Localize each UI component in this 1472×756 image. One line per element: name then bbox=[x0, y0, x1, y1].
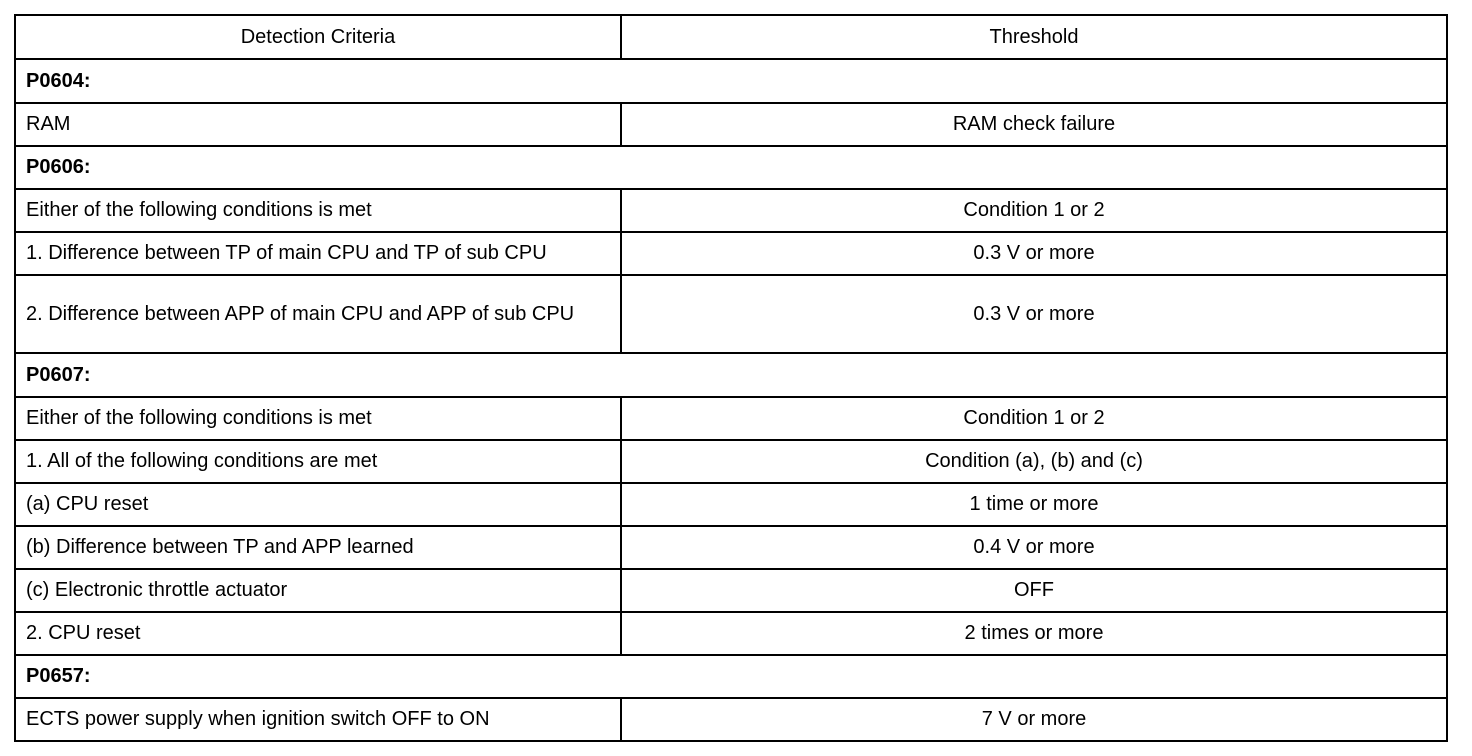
table-row bbox=[15, 483, 1447, 526]
criteria-cell: 2. CPU reset bbox=[15, 612, 621, 655]
criteria-cell: 1. Difference between TP of main CPU and TP of sub CPU bbox=[15, 232, 621, 275]
threshold-cell: Condition 1 or 2 bbox=[621, 189, 1447, 232]
section-header-row bbox=[15, 655, 1447, 698]
table-row bbox=[15, 232, 1447, 275]
criteria-cell: (c) Electronic throttle actuator bbox=[15, 569, 621, 612]
dtc-code-p0607: P0607: bbox=[15, 353, 1447, 397]
table-row bbox=[15, 612, 1447, 655]
criteria-cell: Either of the following conditions is met bbox=[15, 397, 621, 440]
header-detection-criteria: Detection Criteria bbox=[15, 15, 621, 59]
threshold-cell: 0.3 V or more bbox=[621, 232, 1447, 275]
section-header-row bbox=[15, 353, 1447, 397]
threshold-cell: Condition 1 or 2 bbox=[621, 397, 1447, 440]
criteria-cell: (b) Difference between TP and APP learned bbox=[15, 526, 621, 569]
header-threshold: Threshold bbox=[621, 15, 1447, 59]
criteria-cell: RAM bbox=[15, 103, 621, 146]
table-row bbox=[15, 103, 1447, 146]
threshold-cell: 1 time or more bbox=[621, 483, 1447, 526]
table-row bbox=[15, 440, 1447, 483]
threshold-cell: 0.4 V or more bbox=[621, 526, 1447, 569]
threshold-cell: Condition (a), (b) and (c) bbox=[621, 440, 1447, 483]
table-row bbox=[15, 698, 1447, 741]
table-row bbox=[15, 275, 1447, 353]
table-header-row bbox=[15, 15, 1447, 59]
dtc-code-p0657: P0657: bbox=[15, 655, 1447, 698]
threshold-cell: OFF bbox=[621, 569, 1447, 612]
criteria-cell: ECTS power supply when ignition switch OFF to ON bbox=[15, 698, 621, 741]
criteria-cell: 2. Difference between APP of main CPU and APP of sub CPU bbox=[15, 275, 621, 353]
table-row bbox=[15, 189, 1447, 232]
table-row bbox=[15, 569, 1447, 612]
threshold-cell: 7 V or more bbox=[621, 698, 1447, 741]
threshold-cell: 0.3 V or more bbox=[621, 275, 1447, 353]
threshold-cell: RAM check failure bbox=[621, 103, 1447, 146]
dtc-code-p0604: P0604: bbox=[15, 59, 1447, 103]
criteria-cell: Either of the following conditions is met bbox=[15, 189, 621, 232]
section-header-row bbox=[15, 146, 1447, 189]
criteria-cell: (a) CPU reset bbox=[15, 483, 621, 526]
table-row bbox=[15, 526, 1447, 569]
section-header-row bbox=[15, 59, 1447, 103]
detection-criteria-table bbox=[14, 14, 1448, 742]
detection-criteria-table-container bbox=[14, 14, 1446, 742]
table-row bbox=[15, 397, 1447, 440]
dtc-code-p0606: P0606: bbox=[15, 146, 1447, 189]
criteria-cell: 1. All of the following conditions are met bbox=[15, 440, 621, 483]
threshold-cell: 2 times or more bbox=[621, 612, 1447, 655]
